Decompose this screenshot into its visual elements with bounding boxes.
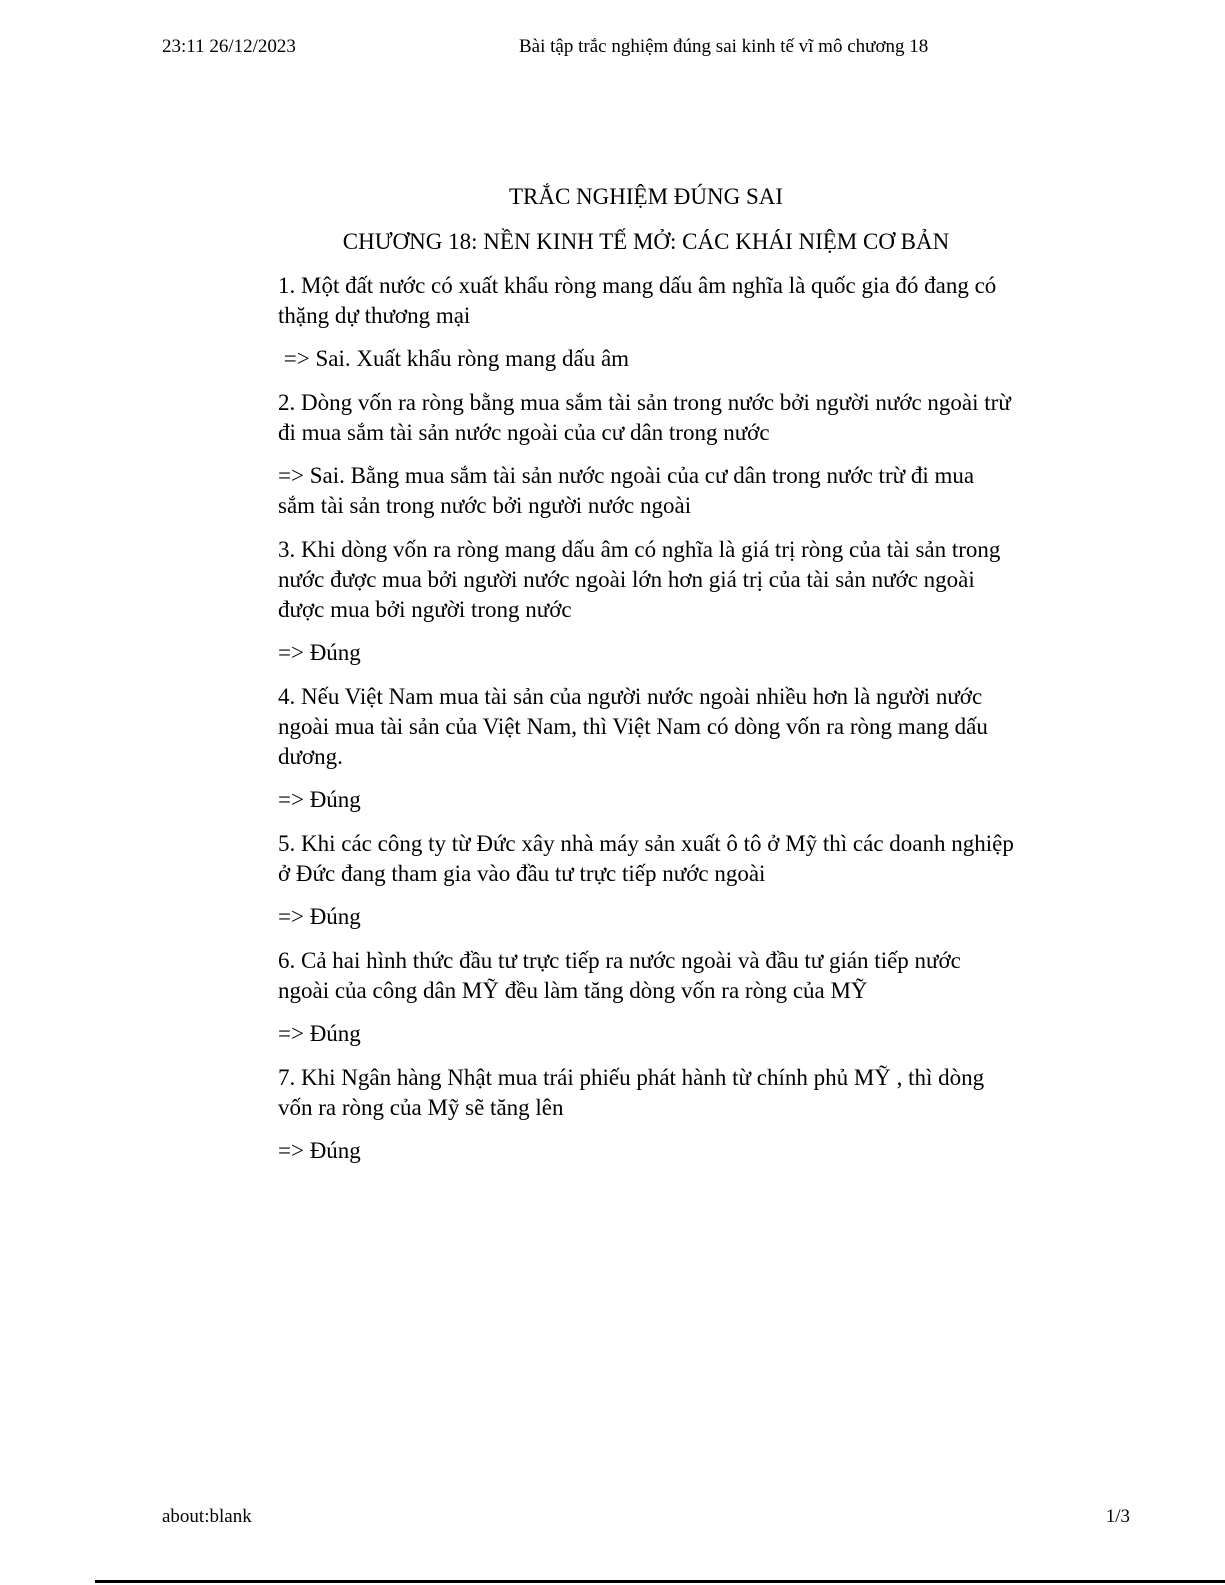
answer-5: => Đúng <box>278 904 361 929</box>
answer-4: => Đúng <box>278 787 361 812</box>
page-bottom-rule <box>95 1580 1225 1583</box>
document-body <box>278 182 1014 1180</box>
question-2: 2. Dòng vốn ra ròng bằng mua sắm tài sản trong nước bởi người nước ngoài trừ đi mua sắm tài sản nước ngoài của cư dân trong nước <box>278 390 1011 445</box>
print-header <box>162 36 1130 62</box>
print-page-number: 1/3 <box>1105 1506 1130 1527</box>
question-7: 7. Khi Ngân hàng Nhật mua trái phiếu phát hành từ chính phủ MỸ , thì dòng vốn ra ròng của Mỹ sẽ tăng lên <box>278 1065 985 1120</box>
question-3: 3. Khi dòng vốn ra ròng mang dấu âm có nghĩa là giá trị ròng của tài sản trong nước được mua bởi người nước ngoài lớn hơn giá trị của tài sản nước ngoài được mua bởi người trong nước <box>278 537 1001 622</box>
print-footer <box>162 1506 1130 1532</box>
answer-6: => Đúng <box>278 1021 361 1046</box>
answer-2: => Sai. Bằng mua sắm tài sản nước ngoài của cư dân trong nước trừ đi mua sắm tài sản trong nước bởi người nước ngoài <box>278 463 975 518</box>
document-subtitle: CHƯƠNG 18: NỀN KINH TẾ MỞ: CÁC KHÁI NIỆM CƠ BẢN <box>342 229 950 254</box>
print-doc-title: Bài tập trắc nghiệm đúng sai kinh tế vĩ mô chương 18 <box>519 36 929 57</box>
answer-1: => Sai. Xuất khẩu ròng mang dấu âm <box>278 346 630 371</box>
question-1: 1. Một đất nước có xuất khẩu ròng mang dấu âm nghĩa là quốc gia đó đang có thặng dự thương mại <box>278 273 997 328</box>
answer-3: => Đúng <box>278 640 361 665</box>
question-6: 6. Cả hai hình thức đầu tư trực tiếp ra nước ngoài và đầu tư gián tiếp nước ngoài của công dân MỸ đều làm tăng dòng vốn ra ròng của MỸ <box>278 948 961 1003</box>
question-5: 5. Khi các công ty từ Đức xây nhà máy sản xuất ô tô ở Mỹ thì các doanh nghiệp ở Đức đang tham gia vào đầu tư trực tiếp nước ngoài <box>278 831 1014 886</box>
answer-7: => Đúng <box>278 1138 361 1163</box>
question-4: 4. Nếu Việt Nam mua tài sản của người nước ngoài nhiều hơn là người nước ngoài mua tài sản của Việt Nam, thì Việt Nam có dòng vốn ra ròng mang dấu dương. <box>278 684 988 769</box>
document-title: TRẮC NGHIỆM ĐÚNG SAI <box>508 184 784 209</box>
print-url: about:blank <box>162 1506 252 1527</box>
print-datetime: 23:11 26/12/2023 <box>162 36 296 57</box>
